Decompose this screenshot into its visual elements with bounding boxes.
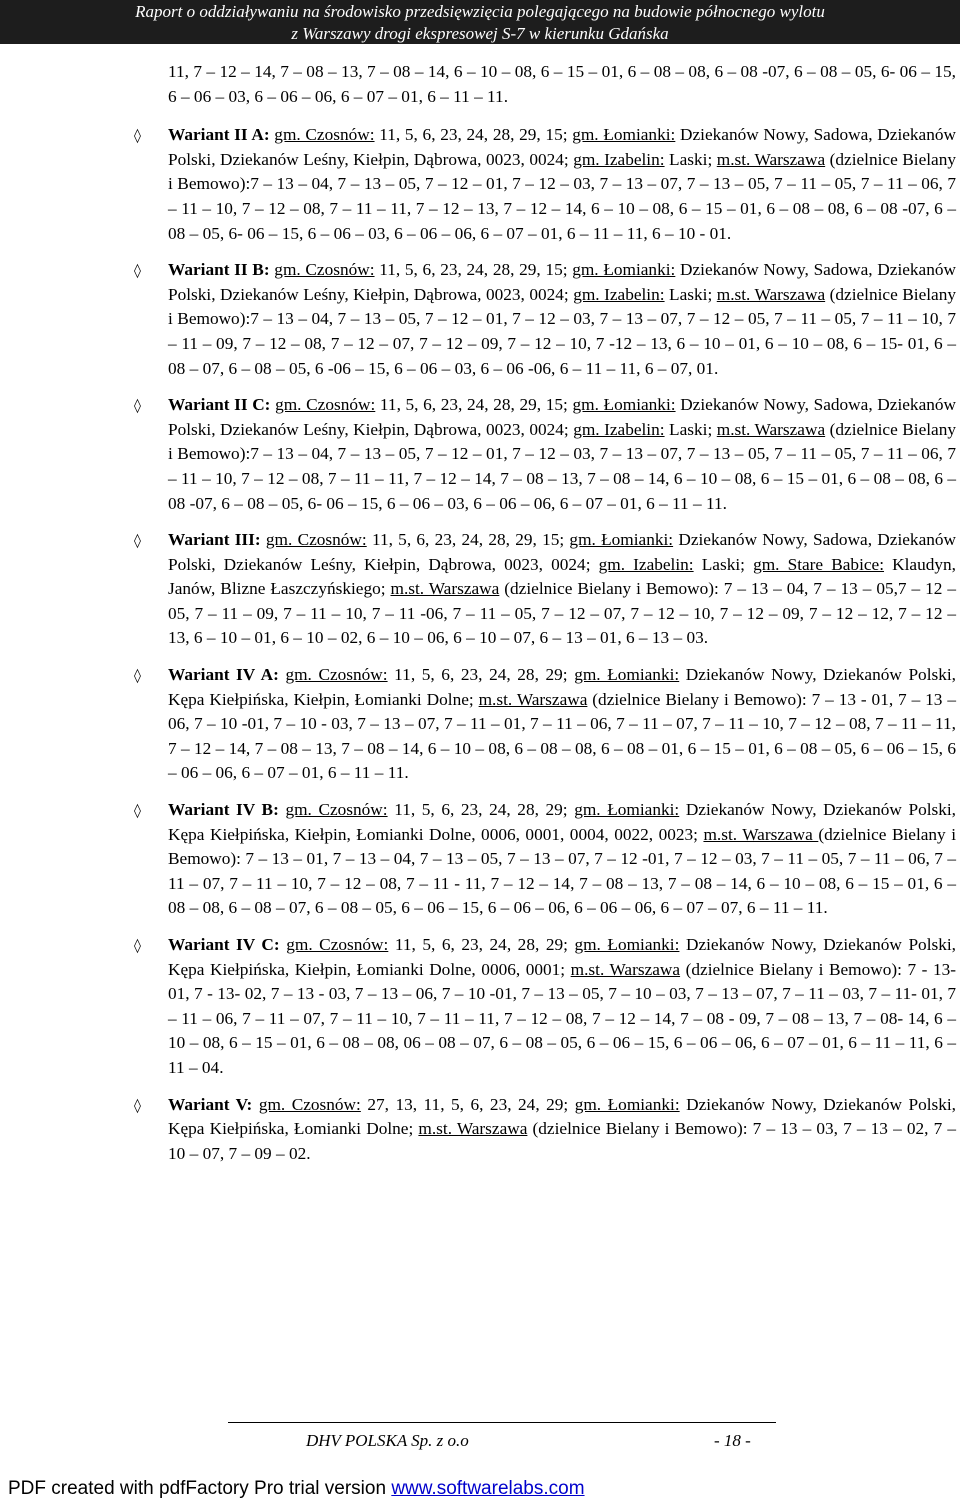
variant-item: ◊ Wariant IV C: gm. Czosnów: 11, 5, 6, 23, 24, 28, 29; gm. Łomianki: Dziekanów Nowy, Dziekanów Polski, Kępa Kiełpińska, Kiełpin, Łomianki Dolne, 0006, 0001; m.st. Warszawa (dzielnice Bielany i Bemowo): 7 - 13- 01, 7 - 13- 02, 7 – 13 - 03, 7 – 13 – 06, 7 – 10 -01, 7 – 13 – 05, 7 – 10 – 03, 7 – 13 – 07, 7 – 11 – 03, 7 – 11- 01, 7 – 11 – 06, 7 – 11 – 07, 7 – 11 – 10, 7 – 11 – 11, 7 – 12 – 08, 7 – 12 – 14, 7 – 08 - 09, 7 – 08 – 13, 7 – 08- 14, 6 – 10 – 08, 6 – 15 – 01, 6 – 08 – 08, 06 – 08 – 07, 6 – 08 – 05, 6 – 06 – 15, 6 – 06 – 06, 6 – 07 – 01, 6 – 11 – 11, 6 – 11 – 04. (134, 935, 956, 1077)
variant-label: Wariant IV A: (168, 665, 279, 685)
variant-label: Wariant II B: (168, 260, 270, 280)
bullet-icon: ◊ (134, 398, 141, 415)
softwarelabs-link[interactable]: www.softwarelabs.com (391, 1478, 585, 1499)
gmina-stare-babice: gm. Stare Babice: (753, 554, 885, 574)
bullet-icon: ◊ (134, 803, 141, 820)
variant-item: ◊ Wariant IV A: gm. Czosnów: 11, 5, 6, 23, 24, 28, 29; gm. Łomianki: Dziekanów Nowy, Dziekanów Polski, Kępa Kiełpińska, Kiełpin, Łomianki Dolne; m.st. Warszawa (dzielnice Bielany i Bemowo): 7 – 13 - 01, 7 – 13 – 06, 7 – 10 -01, 7 – 10 - 03, 7 – 13 – 07, 7 – 11 – 01, 7 – 11 – 06, 7 – 11 – 07, 7 – 11 – 10, 7 – 12 – 08, 7 – 11 – 11, 7 – 12 – 14, 7 – 08 – 13, 7 – 08 – 14, 6 – 10 – 08, 6 – 08 – 08, 6 – 08 – 01, 6 – 15 – 01, 6 – 08 – 05, 6 – 06 – 15, 6 – 06 – 06, 6 – 07 – 01, 6 – 11 – 11. (134, 665, 957, 783)
footer-divider (228, 1422, 776, 1423)
bullet-icon: ◊ (134, 533, 141, 550)
city-warszawa: m.st. Warszawa (418, 1119, 528, 1139)
variant-item: ◊ Wariant III: gm. Czosnów: 11, 5, 6, 23, 24, 28, 29, 15; gm. Łomianki: Dziekanów Nowy, Sadowa, Dziekanów Polski, Dziekanów Leśny, Kiełpin, Dąbrowa, 0023, 0024; gm. Izabelin: Laski; gm. Stare Babice: Klaudyn, Janów, Blizne Łaszczyńskiego; m.st. Warszawa (dzielnice Bielany i Bemowo): 7 – 13 – 04, 7 – 13 – 05,7 – 12 – 05, 7 – 11 – 09, 7 – 11 – 10, 7 – 11 -06, 7 – 11 – 05, 7 – 12 – 07, 7 – 12 – 10, 7 – 12 – 09, 7 – 12 – 12, 7 – 12 – 13, 6 – 10 – 01, 6 – 10 – 02, 6 – 10 – 06, 6 – 10 – 07, 6 – 13 – 01, 6 – 13 – 03. (134, 530, 957, 648)
gmina-czosnow: gm. Czosnów: (265, 530, 367, 550)
variant-label: Wariant III: (168, 530, 261, 550)
gmina-lomianki: gm. Łomianki: (572, 395, 676, 415)
variant-item: ◊ Wariant II A: gm. Czosnów: 11, 5, 6, 23, 24, 28, 29, 15; gm. Łomianki: Dziekanów Nowy, Sadowa, Dziekanów Polski, Dziekanów Leśny, Kiełpin, Dąbrowa, 0023, 0024; gm. Izabelin: Laski; m.st. Warszawa (dzielnice Bielany i Bemowo):7 – 13 – 04, 7 – 13 – 05, 7 – 12 – 01, 7 – 12 – 03, 7 – 13 – 07, 7 – 13 – 05, 7 – 11 – 05, 7 – 11 – 06, 7 – 11 – 10, 7 – 12 – 08, 7 – 11 – 11, 7 – 12 – 13, 7 – 12 – 14, 6 – 10 – 08, 6 – 15 – 01, 6 – 08 – 08, 6 – 08 -07, 6 – 08 – 05, 6- 06 – 15, 6 – 06 – 03, 6 – 06 – 06, 6 – 07 – 01, 6 – 11 – 11, 6 – 10 - 01. (134, 125, 957, 243)
city-warszawa: m.st. Warszawa (703, 824, 819, 844)
gmina-lomianki: gm. Łomianki: (574, 800, 680, 820)
document-body (132, 60, 956, 1178)
header-line-2: z Warszawy drogi ekspresowej S-7 w kierunku Gdańska (291, 24, 669, 43)
city-warszawa: m.st. Warszawa (716, 149, 826, 169)
page-number: - 18 - (714, 1431, 751, 1450)
gmina-lomianki: gm. Łomianki: (574, 935, 680, 954)
variant-label: Wariant IV C: (168, 935, 280, 954)
bullet-icon: ◊ (134, 263, 141, 280)
intro-continuation: 11, 7 – 12 – 14, 7 – 08 – 13, 7 – 08 – 14, 6 – 10 – 08, 6 – 15 – 01, 6 – 08 – 08, 6 – 08 -07, 6 – 08 – 05, 6- 06 – 15, 6 – 06 – 03, 6 – 06 – 06, 6 – 07 – 01, 6 – 11 – 11. (168, 62, 956, 106)
variant-item: ◊ Wariant V: gm. Czosnów: 27, 13, 11, 5, 6, 23, 24, 29; gm. Łomianki: Dziekanów Nowy, Dziekanów Polski, Kępa Kiełpińska, Łomianki Dolne; m.st. Warszawa (dzielnice Bielany i Bemowo): 7 – 13 – 03, 7 – 13 – 02, 7 – 10 – 07, 7 – 09 – 02. (134, 1094, 956, 1163)
gmina-czosnow: gm. Czosnów: (258, 1094, 361, 1114)
gmina-czosnow: gm. Czosnów: (286, 935, 389, 954)
gmina-lomianki: gm. Łomianki: (572, 260, 676, 280)
gmina-izabelin: gm. Izabelin: (598, 554, 694, 574)
bullet-icon: ◊ (134, 938, 141, 954)
gmina-lomianki: gm. Łomianki: (569, 530, 674, 550)
gmina-lomianki: gm. Łomianki: (574, 665, 680, 685)
bullet-icon: ◊ (134, 1097, 141, 1114)
variant-label: Wariant II C: (168, 395, 271, 415)
gmina-czosnow: gm. Czosnów: (274, 260, 375, 280)
bullet-icon: ◊ (134, 128, 141, 145)
footer-company: DHV POLSKA Sp. z o.o (306, 1431, 469, 1450)
gmina-czosnow: gm. Czosnów: (285, 665, 388, 685)
gmina-lomianki: gm. Łomianki: (572, 125, 676, 145)
gmina-czosnow: gm. Czosnów: (275, 395, 376, 415)
gmina-czosnow: gm. Czosnów: (285, 800, 388, 820)
document-header (0, 0, 960, 44)
city-warszawa: m.st. Warszawa (716, 419, 826, 439)
variant-label: Wariant II A: (168, 125, 270, 145)
city-warszawa: m.st. Warszawa (716, 284, 826, 304)
city-warszawa: m.st. Warszawa (570, 959, 681, 979)
gmina-lomianki: gm. Łomianki: (574, 1094, 680, 1114)
gmina-czosnow: gm. Czosnów: (274, 125, 375, 145)
variant-label: Wariant IV B: (168, 800, 279, 820)
pdf-creator-banner (0, 1474, 960, 1504)
variant-item: ◊ Wariant II B: gm. Czosnów: 11, 5, 6, 23, 24, 28, 29, 15; gm. Łomianki: Dziekanów Nowy, Sadowa, Dziekanów Polski, Dziekanów Leśny, Kiełpin, Dąbrowa, 0023, 0024; gm. Izabelin: Laski; m.st. Warszawa (dzielnice Bielany i Bemowo):7 – 13 – 04, 7 – 13 – 05, 7 – 12 – 01, 7 – 12 – 03, 7 – 13 – 07, 7 – 12 – 05, 7 – 11 – 05, 7 – 11 – 10, 7 – 11 – 09, 7 – 12 – 08, 7 – 12 – 07, 7 – 12 – 09, 7 – 12 – 10, 7 -12 – 13, 6 – 10 – 01, 6 – 10 – 08, 6 – 15- 01, 6 – 08 – 07, 6 – 08 – 05, 6 -06 – 15, 6 – 06 – 03, 6 – 06 -06, 6 – 11 – 11, 6 – 07, 01. (134, 260, 957, 378)
variant-label: Wariant V: (168, 1094, 253, 1114)
variant-item: ◊ Wariant II C: gm. Czosnów: 11, 5, 6, 23, 24, 28, 29, 15; gm. Łomianki: Dziekanów Nowy, Sadowa, Dziekanów Polski, Dziekanów Leśny, Kiełpin, Dąbrowa, 0023, 0024; gm. Izabelin: Laski; m.st. Warszawa (dzielnice Bielany i Bemowo):7 – 13 – 04, 7 – 13 – 05, 7 – 12 – 01, 7 – 12 – 03, 7 – 13 – 07, 7 – 13 – 05, 7 – 11 – 05, 7 – 11 – 06, 7 – 11 – 10, 7 – 12 – 08, 7 – 11 – 11, 7 – 12 – 14, 7 – 08 – 13, 7 – 08 – 14, 6 – 10 – 08, 6 – 15 – 01, 6 – 08 – 08, 6 – 08 -07, 6 – 08 – 05, 6- 06 – 15, 6 – 06 – 03, 6 – 06 – 06, 6 – 07 – 01, 6 – 11 – 11. (134, 395, 957, 513)
header-line-1: Raport o oddziaływaniu na środowisko przedsięwzięcia polegającego na budowie północnego wylotu (135, 2, 825, 21)
pdf-banner-text: PDF created with pdfFactory Pro trial version (8, 1478, 392, 1499)
gmina-izabelin: gm. Izabelin: (573, 419, 665, 439)
city-warszawa: m.st. Warszawa (390, 579, 500, 599)
bullet-icon: ◊ (134, 668, 141, 685)
city-warszawa: m.st. Warszawa (478, 689, 588, 709)
variant-item: ◊ Wariant IV B: gm. Czosnów: 11, 5, 6, 23, 24, 28, 29; gm. Łomianki: Dziekanów Nowy, Dziekanów Polski, Kępa Kiełpińska, Kiełpin, Łomianki Dolne, 0006, 0001, 0004, 0022, 0023; m.st. Warszawa (dzielnice Bielany i Bemowo): 7 – 13 – 01, 7 – 13 – 04, 7 – 13 – 05, 7 – 13 – 07, 7 – 12 -01, 7 – 12 – 03, 7 – 11 – 05, 7 – 11 – 06, 7 – 11 – 07, 7 – 11 – 10, 7 – 12 – 08, 7 – 11 - 11, 7 – 12 – 14, 7 – 08 – 13, 7 – 08 – 14, 6 – 10 – 08, 6 – 15 – 01, 6 – 08 – 08, 6 – 08 – 07, 6 – 08 – 05, 6 – 06 – 15, 6 – 06 – 06, 6 – 06 – 06, 6 – 07 – 07, 6 – 11 – 11. (134, 800, 957, 918)
gmina-izabelin: gm. Izabelin: (573, 149, 665, 169)
gmina-izabelin: gm. Izabelin: (573, 284, 665, 304)
